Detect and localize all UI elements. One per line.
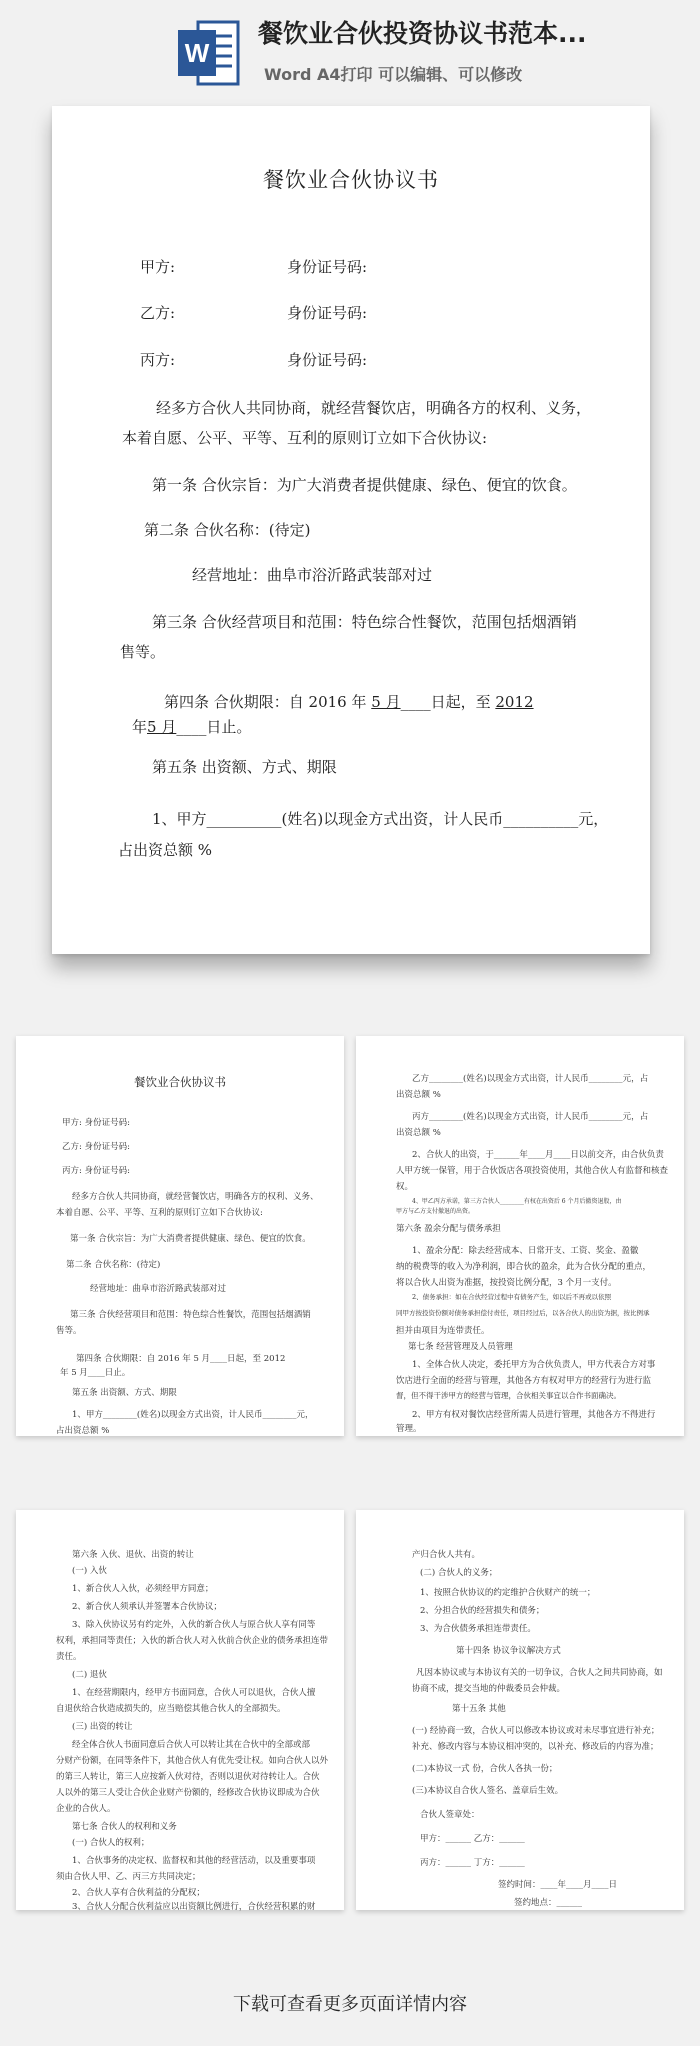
thumb-3-line: 第七条 合伙人的权利和义务 [72, 1822, 177, 1832]
thumb-2-line: 同甲方按投资份额对债务承担偿付责任，项目经过后，以各合伙人的出资为据，按比例承 [396, 1309, 650, 1317]
intro-line-2: 本着自愿、公平、平等、互利的原则订立如下合伙协议: [122, 429, 488, 447]
thumb-4-line: (一) 经协商一致，合伙人可以修改本协议或对未尽事宜进行补充； [412, 1726, 660, 1736]
main-page-preview [52, 106, 650, 954]
article-4-line-1: 第四条 合伙期限：自 2016 年 5 月____日起，至 2012 [164, 693, 534, 711]
thumb-2-line: 管理。 [396, 1424, 422, 1434]
article-4-line-2: 年5 月____日止。 [132, 718, 252, 736]
thumb-1-line: 甲方: 身份证号码: [62, 1118, 130, 1128]
word-document-icon [176, 20, 240, 86]
thumb-2-line: 纳的税费等的收入为净利润，即合伙的盈余，此为合伙分配的重点， [396, 1262, 652, 1272]
agreement-title: 餐饮业合伙协议书 [263, 168, 439, 192]
document-header [0, 0, 700, 100]
thumb-3-line: 自退伙给合伙造成损失的，应当赔偿其他合伙人的全部损失。 [56, 1704, 286, 1714]
article-4-end-year: 2012 [495, 693, 534, 711]
thumb-2-line: 人甲方统一保管，用于合伙饭店各项投资使用，其他合伙人有监督和核查 [396, 1166, 669, 1176]
thumb-4-line: 3、为合伙债务承担连带责任。 [420, 1624, 536, 1634]
thumb-2-line: 第七条 经营管理及人员管理 [408, 1342, 513, 1352]
article-4-end-month: 5 月 [147, 718, 177, 736]
party-a-row [140, 256, 175, 277]
thumbnail-page-3[interactable] [16, 1510, 344, 1910]
party-b-label: 乙方: [140, 304, 176, 322]
thumb-1-line: 1、甲方________(姓名)以现金方式出资，计人民币________元， [72, 1410, 314, 1420]
thumb-1-line: 经营地址：曲阜市浴沂路武装部对过 [90, 1284, 227, 1294]
thumb-3-line: 2、新合伙人须承认并签署本合伙协议； [72, 1602, 222, 1612]
intro-line-1: 经多方合伙人共同协商，就经营餐饮店，明确各方的权利、义务， [156, 399, 592, 417]
thumbnail-1-title: 餐饮业合伙协议书 [134, 1075, 226, 1089]
thumb-1-line: 第三条 合伙经营项目和范围：特色综合性餐饮，范围包括烟酒销 [70, 1310, 311, 1320]
thumb-2-line: 1、盈余分配：除去经营成本、日常开支、工资、奖金、盈徽 [412, 1246, 639, 1256]
article-5: 第五条 出资额、方式、期限 [152, 758, 337, 776]
thumb-4-line: 协商不成，提交当地的仲裁委员会仲裁。 [412, 1684, 566, 1694]
thumb-2-line: 4、甲乙丙方承诺，第三方合伙人________有权在出资后 6 个月后撤资退股，由 [412, 1198, 622, 1205]
thumb-4-line: 签约地点：______ [514, 1898, 583, 1908]
thumb-2-line: 担并由项目为连带责任。 [396, 1326, 490, 1336]
thumb-4-line: (二) 合伙人的义务； [420, 1568, 498, 1578]
party-a-id-label: 身份证号码: [287, 258, 368, 276]
thumb-3-line: (二) 退伙 [72, 1670, 107, 1680]
thumb-4-line: 第十四条 协议争议解决方式 [456, 1646, 561, 1656]
document-subtitle: Word A4打印 可以编辑、可以修改 [264, 65, 523, 84]
thumb-1-line: 经多方合伙人共同协商，就经营餐饮店，明确各方的权利、义务、 [72, 1192, 319, 1202]
thumb-1-line: 第一条 合伙宗旨：为广大消费者提供健康、绿色、便宜的饮食。 [70, 1234, 311, 1244]
thumb-1-line: 丙方: 身份证号码: [62, 1166, 130, 1176]
thumb-4-line: 凡因本协议或与本协议有关的一切争议，合伙人之间共同协商，如 [416, 1668, 663, 1678]
thumb-2-line: 1、全体合伙人决定，委托甲方为合伙负责人，甲方代表合方对事 [412, 1360, 656, 1370]
thumb-3-line: 3、除入伙协议另有约定外，入伙的新合伙人与原合伙人享有同等 [72, 1620, 316, 1630]
thumb-3-line: 人以外的第三人受让合伙企业财产份额的，经修改合伙协议即成为合伙 [56, 1788, 320, 1798]
thumb-3-line: 第六条 入伙、退伙、出资的转让 [72, 1550, 194, 1560]
article-4-start-month: 5 月 [371, 693, 401, 711]
thumb-1-line: 售等。 [56, 1326, 82, 1336]
thumb-2-line: 权。 [396, 1182, 414, 1192]
thumbnail-page-1[interactable] [16, 1036, 344, 1436]
thumb-2-line: 2、合伙人的出资，于______年____月____日以前交齐，由合伙负责 [412, 1150, 664, 1160]
party-b-id-label: 身份证号码: [287, 304, 368, 322]
thumb-1-line: 乙方: 身份证号码: [62, 1142, 130, 1152]
article-3-line-1: 第三条 合伙经营项目和范围：特色综合性餐饮，范围包括烟酒销 [152, 613, 577, 631]
thumbnail-page-2[interactable] [356, 1036, 684, 1436]
thumb-1-line: 第四条 合伙期限：自 2016 年 5 月____日起，至 2012 [76, 1354, 286, 1364]
thumb-4-line: 甲方：______ 乙方：______ [420, 1834, 525, 1844]
thumb-4-line: (三)本协议自合伙人签名、盖章后生效。 [412, 1786, 564, 1796]
thumb-4-line: 合伙人签章处： [420, 1810, 480, 1820]
thumb-3-line: (三) 出资的转让 [72, 1722, 133, 1732]
thumb-4-line: 丙方：______ 丁方：______ [420, 1858, 525, 1868]
thumb-2-line: 饮店进行全面的经营与管理，其他各方有权对甲方的经营行为进行监 [396, 1376, 652, 1386]
thumb-2-line: 第六条 盈余分配与债务承担 [396, 1224, 501, 1234]
thumb-3-line: 的第三人转让，第三人应按新入伙对待，否则以退伙对待转让人。合伙 [56, 1772, 320, 1782]
thumb-4-line: (二)本协议一式 份，合伙人各执一份； [412, 1764, 558, 1774]
thumb-2-line: 督，但不得干涉甲方的经营与管理，合伙相关事宜以合作书面确决。 [396, 1391, 621, 1400]
thumb-3-line: 1、在经营期限内，经甲方书面同意，合伙人可以退伙，合伙人擅 [72, 1688, 316, 1698]
thumb-4-line: 补充、修改内容与本协议相冲突的，以补充、修改后的内容为准； [412, 1742, 659, 1752]
article-1: 第一条 合伙宗旨：为广大消费者提供健康、绿色、便宜的饮食。 [152, 476, 577, 494]
party-a-label: 甲方: [140, 258, 176, 276]
thumb-3-line: 经全体合伙人书面同意后合伙人可以转让其在合伙中的全部或部 [72, 1740, 311, 1750]
thumb-1-line: 第二条 合伙名称：(待定) [66, 1260, 161, 1270]
article-4-mid: 日起，至 [430, 693, 491, 711]
thumb-2-line: 丙方________(姓名)以现金方式出资，计人民币________元，占 [412, 1112, 649, 1122]
thumb-3-line: 1、新合伙人入伙，必须经甲方同意； [72, 1584, 214, 1594]
thumb-4-line: 1、按照合伙协议的约定维护合伙财产的统一； [420, 1588, 596, 1598]
party-c-id-label: 身份证号码: [287, 351, 368, 369]
thumb-3-line: 权利，承担同等责任；入伙的新合伙人对入伙前合伙企业的债务承担连带 [56, 1636, 329, 1646]
thumb-2-line: 出资总额 % [396, 1128, 441, 1138]
business-address: 经营地址：曲阜市浴沂路武装部对过 [192, 566, 433, 584]
thumb-2-line: 将以合伙人出资为准据，按投资比例分配，3 个月一支付。 [396, 1278, 617, 1288]
thumb-3-line: 分财产份额，在同等条件下，其他合伙人有优先受让权。如向合伙人以外 [56, 1756, 329, 1766]
thumb-3-line: 1、合伙事务的决定权、监督权和其他的经营活动，以及重要事项 [72, 1856, 316, 1866]
thumb-4-line: 产归合伙人共有。 [412, 1550, 481, 1560]
article-2: 第二条 合伙名称：(待定) [144, 521, 311, 539]
thumb-3-line: 责任。 [56, 1652, 82, 1662]
article-4-prefix: 第四条 合伙期限：自 2016 年 [164, 693, 367, 711]
thumb-3-line: 须由合伙人甲、乙、丙三方共同决定； [56, 1872, 201, 1882]
thumb-1-line: 本着自愿、公平、平等、互利的原则订立如下合伙协议: [56, 1208, 263, 1218]
thumb-4-line: 签约时间：____年____月____日 [498, 1880, 618, 1890]
thumbnail-page-4[interactable] [356, 1510, 684, 1910]
thumb-4-line: 第十五条 其他 [452, 1704, 506, 1714]
thumb-2-line: 出资总额 % [396, 1090, 441, 1100]
thumb-2-line: 乙方________(姓名)以现金方式出资，计人民币________元，占 [412, 1074, 649, 1084]
word-icon-letter: W [184, 38, 210, 68]
article-4-end: 日止。 [206, 718, 252, 736]
document-title: 餐饮业合伙投资协议书范本... [258, 19, 587, 48]
thumb-3-line: (一) 合伙人的权利； [72, 1838, 150, 1848]
thumb-2-line: 甲方与乙方支付撤退的出资。 [396, 1208, 475, 1215]
party-c-label: 丙方: [140, 351, 176, 369]
contribution-line-1: 1、甲方__________(姓名)以现金方式出资，计人民币__________元， [152, 810, 609, 828]
thumb-3-line: 企业的合伙人。 [56, 1804, 116, 1814]
thumb-4-line: 2、分担合伙的经营损失和债务； [420, 1606, 545, 1616]
thumb-3-line: 3、合伙人分配合伙利益应以出资额比例进行，合伙经营积累的财 [72, 1902, 316, 1912]
thumb-3-line: 2、合伙人享有合伙利益的分配权； [72, 1888, 205, 1898]
thumb-2-line: 2、甲方有权对餐饮店经营所需人员进行管理，其他各方不得进行 [412, 1410, 656, 1420]
thumb-1-line: 占出资总额 % [56, 1426, 110, 1436]
article-3-line-2: 售等。 [120, 643, 166, 661]
thumb-2-line: 2、债务承担：如在合伙经营过程中有债务产生，如以后不再或以依照 [412, 1293, 612, 1301]
thumb-3-line: (一) 入伙 [72, 1566, 107, 1576]
download-more-link[interactable]: 下载可查看更多页面详情内容 [233, 1994, 467, 2015]
thumb-1-line: 年 5 月____日止。 [60, 1368, 131, 1378]
thumb-1-line: 第五条 出资额、方式、期限 [72, 1388, 177, 1398]
contribution-line-2: 占出资总额 % [118, 841, 213, 859]
